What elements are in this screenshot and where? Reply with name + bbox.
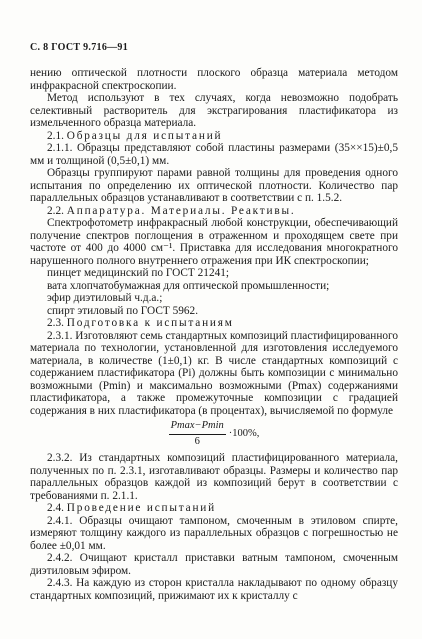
paragraph: 2.4.2. Очищают кристалл приставки ватным тампоном, смоченным диэтиловым эфиром.: [30, 552, 398, 577]
formula-numerator: Pmax−Pmin: [169, 420, 226, 435]
section-title: Аппаратура. Материалы. Реактивы.: [66, 204, 296, 217]
formula-denominator: 6: [194, 435, 200, 447]
section-heading: [30, 502, 398, 515]
section-number: 2.2.: [47, 204, 64, 217]
document-body: [30, 67, 398, 602]
formula: [30, 420, 398, 448]
list-item: пинцет медицинский по ГОСТ 21241;: [47, 267, 230, 279]
formula-fraction: [169, 420, 226, 448]
list-item: вата хлопчатобумажная для оптической промышленности;: [47, 279, 330, 292]
section-title: Образцы для испытаний: [66, 129, 223, 142]
paragraph: 2.3.2. Из стандартных композиций пластифицированного материала, полученных по п. 2.3.1, изготавливают образцы. Размеры и количество пар параллельных образцов каждой из композиций берут в соответствии с требованиями п. 2.1.1.: [30, 452, 398, 502]
section-number: 2.3.: [47, 317, 64, 329]
section-title: Подготовка к испытаниям: [66, 317, 234, 329]
section-heading: [30, 205, 398, 218]
paragraph: 2.4.1. Образцы очищают тампоном, смоченным в этиловом спирте, измеряют толщину каждого из параллельных образцов с погрешностью не более ±0,01 мм.: [30, 514, 398, 552]
list-item: эфир диэтиловый ч.д.а.;: [47, 292, 163, 304]
formula-tail: ·100%,: [228, 427, 260, 439]
paragraph: Спектрофотометр инфракрасный любой конструкции, обеспечивающий получение спектров поглощения в отраженном и проходящем свете при частоте от 400 до 4000 см⁻¹. Приставка для исследования многократного нарушенного полного внутреннего отражения при ИК спектроскопии;: [30, 217, 398, 267]
section-title: Проведение испытаний: [66, 502, 216, 514]
section-number: 2.1.: [47, 129, 64, 142]
paragraph: Метод используют в тех случаях, когда невозможно подобрать селективный растворитель для экстрагирования пластификатора из измельченного образца материала.: [30, 92, 398, 129]
paragraph: 2.1.1. Образцы представляют собой пластины размерами (35××15)±0,5 мм и толщиной (0,5±0,1) мм.: [30, 142, 398, 167]
page-header: С. 8 ГОСТ 9.716—91: [30, 42, 129, 53]
section-number: 2.4.: [47, 502, 64, 514]
paragraph: 2.3.1. Изготовляют семь стандартных композиций пластифицированного материала по технологии, установленной для изготовления исследуемого материала, в количестве (1±0,1) кг. В числе стандартных композиций с содержанием пластификатора (Pi) должны быть композиции с минимально возможными (Pmin) и максимально возможными (Pmax) содержаниями пластификатора, а также промежуточные композиции с градацией содержания в них пластификатора (в процентах), вычисляемой по формуле: [30, 329, 399, 417]
section-heading: [30, 130, 398, 143]
list-item: спирт этиловый по ГОСТ 5962.: [47, 304, 199, 317]
paragraph: Образцы группируют парами равной толщины для проведения одного испытания по определению их оптической плотности. Количество пар параллельных образцов устанавливают в соответствии с п. 1.5.2.: [30, 167, 398, 204]
paragraph: 2.4.3. На каждую из сторон кристалла накладывают по одному образцу стандартных композиций, прижимают их к кристаллу с: [30, 577, 398, 602]
section-heading: [30, 317, 398, 330]
paragraph: нению оптической плотности плоского образца материала методом инфракрасной спектроскопии.: [30, 67, 398, 92]
